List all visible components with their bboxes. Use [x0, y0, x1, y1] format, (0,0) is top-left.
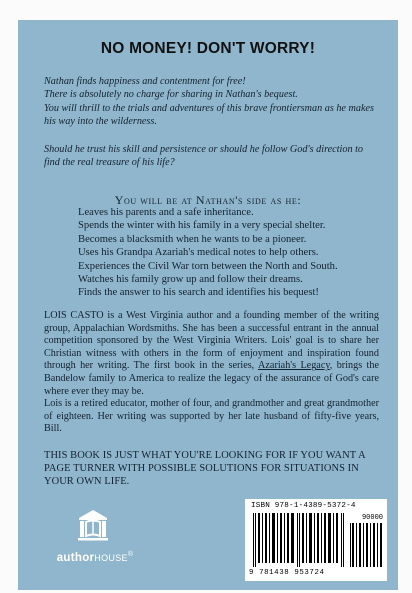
intro-question: Should he trust his skill and persistence or should he follow God's direction to find the real treasure of his life?: [44, 143, 364, 169]
ean-number: 9 781438 953724: [249, 569, 325, 577]
cover-title: NO MONEY! DON'T WORRY!: [100, 40, 316, 57]
price-barcode-bars: [349, 523, 383, 567]
cover-panel: [18, 20, 398, 590]
book-title-link: Azariah's Legacy: [258, 360, 330, 372]
side-list-item: Experiences the Civil War torn between the North and South.: [78, 260, 338, 272]
publisher-logo: [40, 507, 150, 577]
barcode-bars: [251, 513, 347, 567]
intro-line-1: Nathan finds happiness and contentment for free!: [44, 76, 246, 87]
isbn-barcode: [245, 499, 387, 581]
side-list-item: Uses his Grandpa Azariah's medical notes to help others.: [78, 247, 319, 259]
intro-line-2: There is absolutely no charge for sharing in Nathan's bequest.: [44, 89, 298, 101]
side-list-item: Becomes a blacksmith when he wants to be a pioneer.: [78, 233, 307, 245]
bio-text-b: , brings the Bandelow family to America to realize the legacy of the assurance of God's care where ever they may be.: [44, 360, 379, 397]
isbn-number: ISBN 978-1-4389-5372-4: [251, 502, 356, 510]
side-heading: You will be at Nathan's side as he:: [114, 193, 302, 207]
bio-text-a: LOIS CASTO is a West Virginia author and a founding member of the writing group, Appalachian Wordsmiths. She has been a successful entrant in the annual competition sponsored by the West Virginia Writers. Lois' goal is to share her Christian witness with others in the form of enjoyment and inspiration found through her writing. The first book in the series,: [44, 310, 379, 372]
publisher-name: [40, 551, 150, 564]
publisher-name-a: author: [56, 551, 95, 564]
price-code: 90000: [361, 514, 383, 522]
house-book-icon: [75, 507, 111, 543]
side-list: [78, 206, 388, 300]
side-list-item: Watches his family grow up and follow their dreams.: [78, 274, 303, 286]
side-list-item: Spends the winter with his family in a very special shelter.: [78, 220, 326, 232]
intro-line: [44, 75, 379, 129]
author-bio: [44, 310, 379, 436]
closing-pitch: THIS BOOK IS JUST WHAT YOU'RE LOOKING FOR IF YOU WANT A PAGE TURNER WITH POSSIBLE SOLUTIONS FOR SITUATIONS IN YOUR OWN LIFE.: [44, 450, 366, 487]
intro-line-3: You will thrill to the trials and adventures of this brave frontiersman as he makes his way into the wilderness.: [44, 102, 374, 128]
side-list-item: Leaves his parents and a safe inheritance.: [78, 207, 254, 218]
publisher-mark: ®: [127, 551, 134, 558]
side-list-item: Finds the answer to his search and identifies his bequest!: [78, 287, 319, 299]
bio-paragraph-1: [44, 310, 379, 398]
bio-paragraph-2: Lois is a retired educator, mother of four, and grandmother and great grandmother of eighteen. Her writing was supported by her late husband of fifty-five years, Bill.: [44, 398, 379, 435]
intro-blurb: [44, 75, 379, 183]
publisher-name-b: HOUSE: [94, 552, 128, 563]
